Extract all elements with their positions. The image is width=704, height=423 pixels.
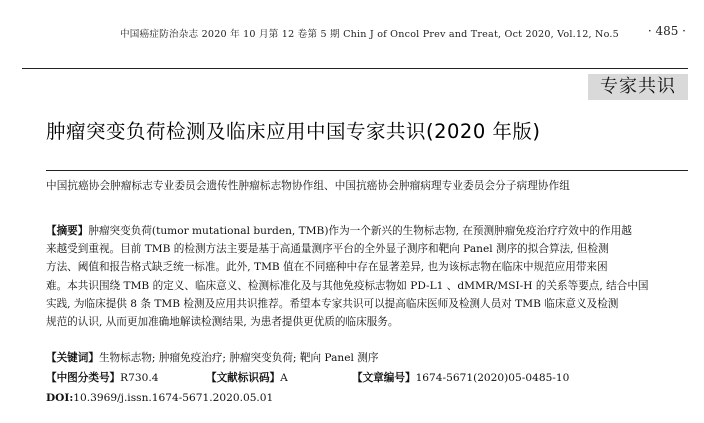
- title-rule: [46, 170, 688, 171]
- clc-number: [46, 370, 158, 385]
- abstract-text: 肿瘤突变负荷(tumor mutational burden, TMB)作为一个新兴的生物标志物, 在预测肿瘤免疫治疗疗效中的作用越: [88, 225, 632, 237]
- doi-value: 10.3969/j.issn.1674-5671.2020.05.01: [73, 392, 274, 404]
- author-groups: 中国抗癌协会肿瘤标志专业委员会遗传性肿瘤标志物协作组、中国抗癌协会肿瘤病理专业委员会分子病理协作组: [46, 180, 570, 192]
- abstract-line: [46, 222, 666, 240]
- running-header: 中国癌症防治杂志 2020 年 10 月第 12 卷第 5 期 Chin J of Oncol Prev and Treat, Oct 2020, Vol.12, No.5: [120, 29, 619, 40]
- doc-code-label: 【文献标识码】: [206, 372, 281, 384]
- keywords: [46, 350, 378, 365]
- abstract-label: 【摘要】: [46, 225, 89, 237]
- abstract-line: 规范的认识, 从而更加准确地解读检测结果, 为患者提供更优质的临床服务。: [46, 316, 399, 329]
- abstract: [46, 222, 666, 331]
- abstract-line: 实践, 为临床提供 8 条 TMB 检测及应用共识推荐。希望本专家共识可以提高临床医师及检测人员对 TMB 临床意义及检测: [46, 297, 619, 310]
- abstract-line: 来越受到重视。目前 TMB 的检测方法主要是基于高通量测序平台的全外显子测序和靶向 Panel 测序的拟合算法, 但检测: [46, 243, 609, 256]
- article-number-value: 1674-5671(2020)05-0485-10: [415, 372, 570, 384]
- article-number: [352, 370, 569, 385]
- keywords-label: 【关键词】: [46, 352, 99, 364]
- doc-code-value: A: [280, 372, 288, 384]
- clc-value: R730.4: [120, 372, 159, 384]
- article-title: 肿瘤突变负荷检测及临床应用中国专家共识(2020 年版): [46, 120, 541, 143]
- document-code: [206, 370, 288, 385]
- header-rule: [22, 68, 688, 69]
- doi-label: DOI:: [46, 392, 74, 404]
- article-type-badge: 专家共识: [588, 74, 688, 100]
- doi: [46, 392, 273, 404]
- clc-label: 【中图分类号】: [46, 372, 121, 384]
- abstract-line: 难。本共识围绕 TMB 的定义、临床意义、检测标准化及与其他免疫标志物如 PD-L1 、dMMR/MSI-H 的关系等要点, 结合中国: [46, 279, 649, 292]
- article-number-label: 【文章编号】: [352, 372, 416, 384]
- abstract-line: 方法、阈值和报告格式缺乏统一标准。此外, TMB 值在不同癌种中存在显著差异, 也为该标志物在临床中规范应用带来困: [46, 261, 608, 274]
- page-number: · 485 ·: [647, 24, 686, 38]
- keywords-text: 生物标志物; 肿瘤免疫治疗; 肿瘤突变负荷; 靶向 Panel 测序: [98, 352, 379, 364]
